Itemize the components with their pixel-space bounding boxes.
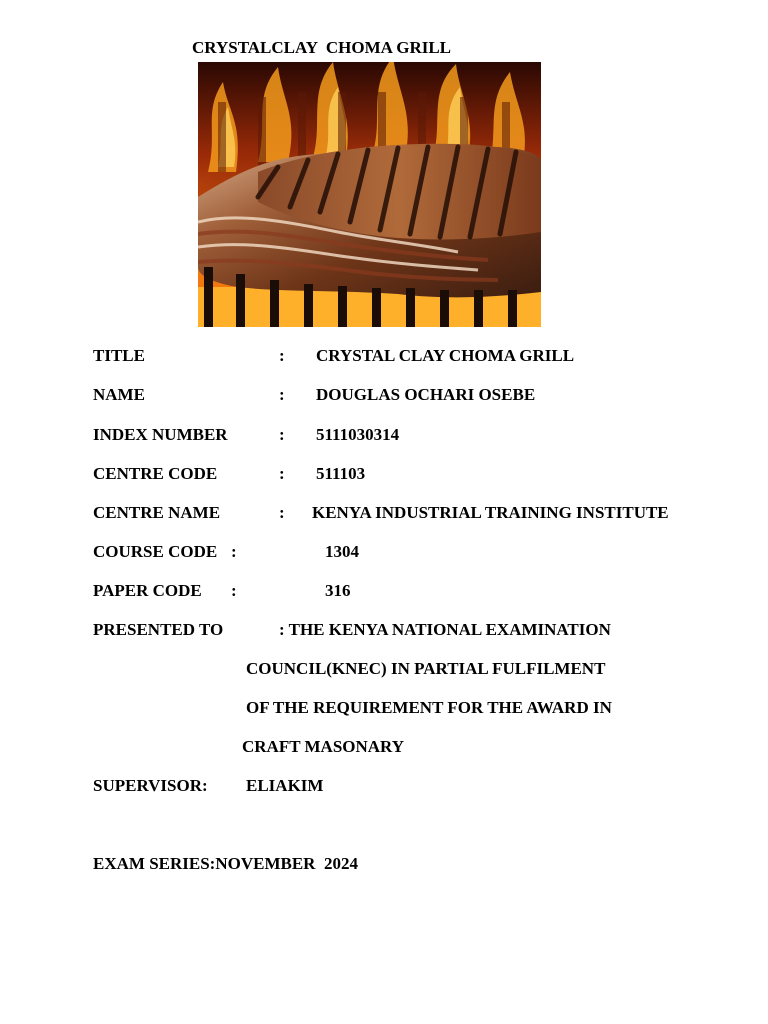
centre-name-separator: :: [279, 503, 285, 522]
title-separator: :: [279, 346, 285, 365]
presented-to-line: : THE KENYA NATIONAL EXAMINATION: [279, 620, 611, 639]
presented-to-line: CRAFT MASONARY: [242, 737, 405, 756]
centre-code-label: CENTRE CODE: [93, 464, 218, 483]
paper-code-value: 316: [325, 581, 351, 600]
presented-to-line: OF THE REQUIREMENT FOR THE AWARD IN: [246, 698, 612, 717]
paper-code-separator: :: [231, 581, 237, 600]
name-value: DOUGLAS OCHARI OSEBE: [316, 385, 536, 404]
presented-to-label: PRESENTED TO: [93, 620, 224, 639]
name-label: NAME: [93, 385, 145, 404]
page-header-title: CRYSTALCLAY CHOMA GRILL: [192, 38, 452, 57]
course-code-label: COURSE CODE: [93, 542, 218, 561]
index-number-label: INDEX NUMBER: [93, 425, 228, 444]
presented-to-line: COUNCIL(KNEC) IN PARTIAL FULFILMENT: [246, 659, 606, 678]
centre-name-label: CENTRE NAME: [93, 503, 221, 522]
paper-code-label: PAPER CODE: [93, 581, 202, 600]
title-label: TITLE: [93, 346, 145, 365]
centre-name-value: KENYA INDUSTRIAL TRAINING INSTITUTE: [312, 503, 669, 522]
index-number-separator: :: [279, 425, 285, 444]
supervisor-label: SUPERVISOR:: [93, 776, 208, 795]
title-value: CRYSTAL CLAY CHOMA GRILL: [316, 346, 575, 365]
name-separator: :: [279, 385, 285, 404]
course-code-separator: :: [231, 542, 237, 561]
course-code-value: 1304: [325, 542, 359, 561]
grilled-meat-on-fire-image: [198, 62, 541, 327]
centre-code-value: 511103: [316, 464, 366, 483]
index-number-value: 5111030314: [316, 425, 400, 444]
centre-code-separator: :: [279, 464, 285, 483]
exam-series: EXAM SERIES:NOVEMBER 2024: [93, 854, 358, 873]
supervisor-value: ELIAKIM: [246, 776, 324, 795]
